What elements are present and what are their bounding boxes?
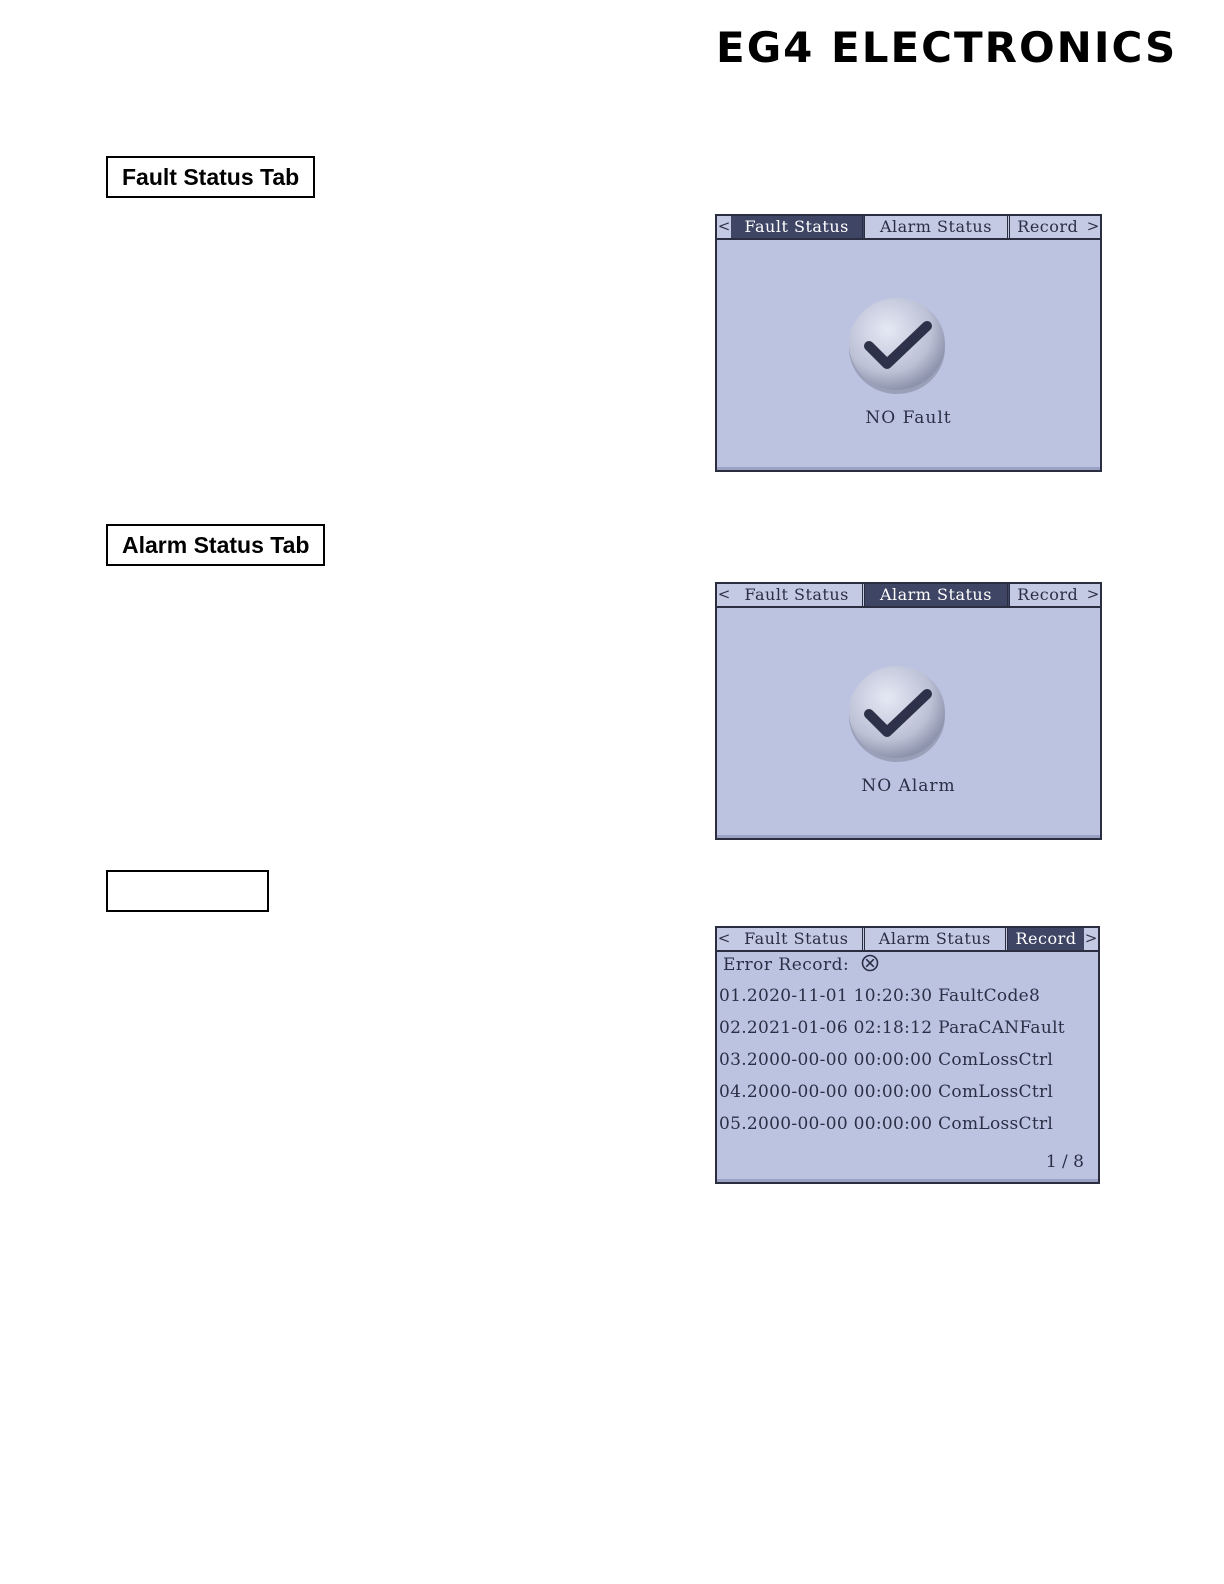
tab-alarm-status[interactable]: Alarm Status: [865, 216, 1009, 238]
checkmark-ok-icon: [845, 292, 949, 396]
tab-alarm-status[interactable]: Alarm Status: [865, 928, 1008, 950]
tab-alarm-status[interactable]: Alarm Status: [865, 584, 1009, 606]
page-indicator: 1 / 8: [1045, 1152, 1084, 1172]
status-text-no-fault: NO Fault: [865, 408, 952, 428]
error-record-label: Error Record:: [723, 955, 850, 975]
record-row: 04.2000-00-00 00:00:00 ComLossCtrl: [719, 1082, 1054, 1102]
tab-scroll-right-arrow[interactable]: >: [1086, 585, 1100, 603]
brand-logo-text: EG4 ELECTRONICS: [716, 23, 1178, 72]
record-row: 03.2000-00-00 00:00:00 ComLossCtrl: [719, 1050, 1054, 1070]
tab-bar: [717, 584, 1100, 608]
section-label-text: Alarm Status Tab: [122, 532, 310, 558]
checkmark-ok-icon: [845, 660, 949, 764]
section-label-record: [106, 870, 269, 912]
tab-bar: [717, 928, 1098, 952]
record-row: 05.2000-00-00 00:00:00 ComLossCtrl: [719, 1114, 1054, 1134]
section-label-text: Fault Status Tab: [122, 164, 300, 190]
tab-record[interactable]: Record: [1017, 217, 1079, 236]
tab-fault-status[interactable]: Fault Status: [731, 928, 865, 950]
lcd-bottom-border: [717, 835, 1100, 838]
lcd-screen-record: [715, 926, 1100, 1184]
tab-scroll-left-arrow[interactable]: <: [717, 217, 731, 235]
error-record-header: [723, 954, 879, 977]
lcd-bottom-border: [717, 467, 1100, 470]
tab-bar: [717, 216, 1100, 240]
record-row: 02.2021-01-06 02:18:12 ParaCANFault: [719, 1018, 1065, 1038]
record-row: 01.2020-11-01 10:20:30 FaultCode8: [719, 986, 1041, 1006]
status-text-no-alarm: NO Alarm: [861, 776, 956, 796]
tab-scroll-left-arrow[interactable]: <: [717, 585, 731, 603]
brand-logo: [716, 20, 1178, 76]
tab-record[interactable]: Record: [1017, 585, 1079, 604]
section-label-fault-status: [106, 156, 315, 198]
tab-record[interactable]: Record: [1008, 928, 1084, 950]
lcd-bottom-border: [717, 1179, 1098, 1182]
tab-scroll-right-arrow[interactable]: >: [1086, 217, 1100, 235]
tab-scroll-right-arrow[interactable]: >: [1084, 929, 1098, 947]
section-label-alarm-status: [106, 524, 325, 566]
lcd-screen-alarm-status: [715, 582, 1102, 840]
tab-fault-status[interactable]: Fault Status: [731, 216, 865, 238]
clear-record-icon[interactable]: [861, 954, 879, 977]
lcd-screen-fault-status: [715, 214, 1102, 472]
tab-scroll-left-arrow[interactable]: <: [717, 929, 731, 947]
tab-fault-status[interactable]: Fault Status: [731, 584, 865, 606]
